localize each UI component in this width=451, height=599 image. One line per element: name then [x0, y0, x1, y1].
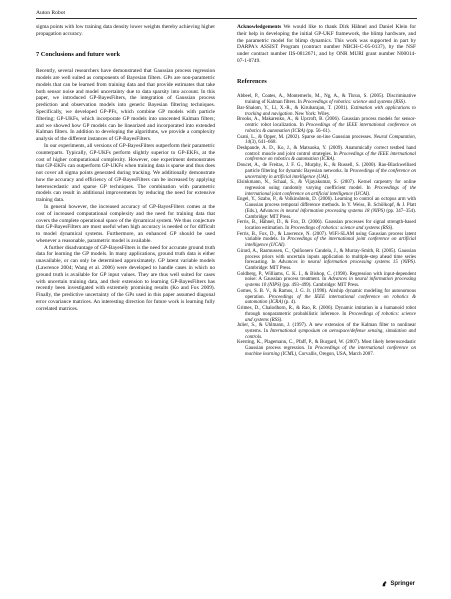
reference-source: International symposium on aerospace/defense sensing, simulation and controls	[245, 328, 416, 340]
reference-entry	[237, 117, 416, 134]
header-rule	[36, 18, 417, 19]
reference-entry	[237, 94, 416, 105]
reference-text: Bar-Shalom, Y., Li, X.-R., & Kirubarajan, T. (2001).	[237, 105, 351, 111]
reference-tail: .	[334, 157, 336, 163]
acknowledgements	[237, 24, 416, 65]
reference-tail: . New York: Wiley.	[292, 111, 331, 117]
reference-entry	[237, 340, 416, 357]
reference-source: Advances in neural information processing systems 18 (NIPS)	[259, 208, 385, 214]
reference-entry	[237, 163, 416, 180]
reference-entry	[237, 272, 416, 289]
reference-text: Grimes, D., Chalodhorn, R., & Rao, R. (2006). Dynamic imitation in a humanoid robot through nonparametric probabilistic inference. In	[237, 306, 416, 317]
publisher-name: Springer	[390, 580, 415, 587]
reference-tail: , Corvallis, Oregon, USA, March 2007.	[296, 351, 374, 357]
reference-text: Abbeel, P., Coates, A., Montemerlo, M., Ng, A., & Thrun, S. (2005). Discriminative training of Kalman filters. In	[237, 94, 416, 106]
reference-source: Proceedings of the IEEE international conference on robotics & automation (ICRA)	[245, 123, 417, 134]
reference-entry	[237, 232, 416, 249]
reference-tail: .	[369, 191, 371, 197]
reference-source: Proceedings of the conference on uncertainty in artificial intelligence (UAI)	[245, 168, 417, 180]
acknowledgements-heading: Acknowledgements	[237, 24, 282, 30]
reference-tail: (3), 641–668.	[249, 140, 277, 146]
reference-text: Goldberg, P., Williams, C. K. I., & Bishop, C. (1998). Regression with input-dependent noise: A Gaussian process treatment. In	[237, 271, 416, 283]
reference-entry	[237, 197, 416, 220]
reference-text: Girard, A., Rasmussen, C., Quiñonero Candela, J., & Murray-Smith, R. (2005). Gaussian process priors with uncertain inputs application to multiple-step ahead time series forecasting. In	[237, 248, 416, 266]
reference-entry	[237, 220, 416, 231]
body-paragraph: In our experiments, all versions of GP-BayesFilters outperform their parametric counterparts. Typically, GP-UKFs perform slightly superior to GP-EKFs, at the cost of higher computational complexity. However, one experiment demonstrates that GP-EKFs can outperform GP-UKFs when training data is sparse and thus does not cover all sigma points generated during tracking. We additionally demonstrate how the accuracy and efficiency of GP-BayesFilters can be increased by applying heteroscedastic and sparse GP techniques. The combination with parametric models can result in additional improvements by reducing the need for extensive training data.	[36, 142, 215, 204]
reference-entry	[237, 106, 416, 117]
reference-text: Kersting, K., Plagemann, C., Pfaff, P., & Burgard, W. (2007). Most likely heteroscedastic Gaussian process regression. In	[237, 340, 416, 352]
reference-entry	[237, 323, 416, 340]
reference-tail: .	[281, 317, 283, 323]
reference-source: Proceedings of the international joint conference on artificial intelligence (IJCAI)	[245, 237, 417, 249]
journal-name: Auton Robot	[36, 10, 66, 16]
reference-text: Ferris, B., Fox, D., & Lawrence, N. (2007). WiFi-SLAM using Gaussian process latent variable models. In	[237, 231, 416, 243]
springer-horse-icon	[381, 580, 388, 587]
reference-text: Deshpande, A. D., Ko, J., & Matsuoka, Y. (2009). Anatomically correct testbed hand control: muscle and joint control strategies. In	[237, 145, 416, 157]
reference-text: Engel, Y., Szabo, P., & Volkinshtein, D. (2006). Learning to control an octopus arm with Gaussian process temporal difference methods. In Y. Weiss, B. Schölkopf, & J. Platt (Eds.),	[237, 197, 416, 214]
reference-text: Julier, S., & Uhlmann, J. (1997). A new extension of the Kalman filter to nonlinear systems. In	[237, 323, 416, 334]
section-heading: 7 Conclusions and future work	[36, 50, 121, 58]
reference-source: Advances in neural information processing systems 10 (NIPS)	[245, 277, 416, 289]
reference-entry	[237, 306, 416, 323]
reference-source: Proceedings of the IEEE international conference on robotics & automation (ICRA)	[245, 294, 416, 306]
reference-tail: .	[392, 226, 394, 231]
reference-tail: .	[261, 334, 263, 340]
right-column	[237, 24, 416, 358]
body-paragraph: A further disadvantage of GP-BayesFilters is the need for accurate ground truth data for learning the GP models. In many applications, ground truth data is either unavailable, or can only be determined approximately. GP latent variable models (Lawrence 2004; Wang et al. 2006) were developed to handle cases in which no ground truth is available for GP input values. They are thus well suited for cases with uncertain training data, and their extension to learning GP-BayesFilters has recently been investigated with extremely promising results (Ko and Fox 2009). Finally, the predictive uncertainty of the GPs used in this paper assumed diagonal error covariance matrices. An interesting direction for future work is learning fully correlated matrices.	[36, 244, 215, 312]
body-paragraph: In general however, the increased accuracy of GP-BayesFilters comes at the cost of increased computational complexity and the need for training data that covers the complete operational space of the dynamical system. We thus conjecture that GP-BayesFilters are most useful when high accuracy is needed or for difficult to model dynamical systems. Furthermore, an enhanced GP should be used whenever a reasonable, parametric model is available.	[36, 203, 215, 244]
left-column	[36, 24, 215, 312]
reference-source: Neural Computation, 14	[245, 134, 416, 146]
reference-tail: (pp. 56–61).	[305, 128, 331, 134]
reference-source: Advances in neural information processing systems 15 (NIPS)	[278, 260, 415, 266]
reference-tail: (pp. 493–499). Cambridge: MIT Press.	[281, 283, 360, 289]
reference-text: Doucet, A., de Freitas, J. F. G., Murphy, K., & Russell, S. (2000). Rao-Blackwellised particle filtering for dynamic Bayesian networks. In	[237, 163, 416, 174]
reference-tail: (p. 4).	[283, 300, 297, 306]
reference-entry	[237, 135, 416, 146]
acknowledgements-text: We would like to thank Dirk Hähnel and Daniel Klein for their help in developing the initial GP-UKF framework, the blimp hardware, and the parametric model for blimp dynamics. This work was supported in part by DARPA's ASSIST Program (contract number NBCH-C-05-0137), by the NSF under contract number IIS-0812671, and by ONR MURI grant number N00014-07-1-0749.	[237, 24, 416, 64]
intro-paragraph: sigma points with low training data density lower weights thereby achieving higher propagation accuracy.	[36, 24, 215, 37]
references-heading: References	[237, 77, 267, 85]
reference-tail: .	[328, 174, 330, 180]
publisher-logo	[381, 580, 415, 587]
reference-text: Ferris, B., Hähnel, D., & Fox, D. (2006). Gaussian processes for signal strength-based location estimation. In	[237, 220, 416, 231]
reference-list	[237, 94, 416, 357]
reference-source: Proceedings of the international joint conference on artificial intelligence (IJCAI)	[245, 185, 416, 197]
reference-tail: .	[404, 100, 407, 106]
reference-entry	[237, 289, 416, 306]
reference-tail: .	[284, 243, 286, 249]
reference-tail: . Cambridge: MIT Press.	[245, 260, 416, 272]
reference-tail: (pp. 347–354). Cambridge: MIT Press.	[245, 208, 416, 220]
reference-source: Proceedings of the international conference on machine learning (ICML)	[245, 346, 416, 357]
reference-entry	[237, 146, 416, 163]
reference-text: Csató, L., & Opper, M. (2002). Sparse on-line Gaussian processes.	[237, 134, 374, 140]
reference-source: Proceedings of robotics: science and systems (RSS)	[245, 311, 416, 323]
reference-text: Brooks, A., Makarenko, A., & Upcroft, B. (2006). Gaussian process models for sensor-centric robot localization. In	[237, 117, 416, 129]
reference-entry	[237, 249, 416, 272]
body-paragraph: Recently, several researchers have demonstrated that Gaussian process regression models are well suited as components of Bayesian filters. GPs are non-parametric models that can be learned from training data and that provide estimates that take both sensor noise and model uncertainty due to data sparsity into account. In this paper, we introduced GP-BayesFilters, the integration of Gaussian process prediction and observation models into generic Bayesian filtering techniques. Specifically, we developed GP-PFs, which combine GP models with particle filtering; GP-UKFs, which incorporate GP models into unscented Kalman filters; and we showed how GP models can be linearized and incorporated into extended Kalman filters. In addition to developing the algorithms, we provide a complexity analysis of the different instances of GP-BayesFilters.	[36, 68, 215, 143]
reference-source: Estimation with applications to tracking and navigation	[245, 105, 416, 117]
reference-text: Gomes, S. B. V., & Ramos, J. G. Jr. (1998). Airship dynamic modeling for autonomous operation.	[237, 288, 416, 300]
reference-source: Proceedings of robotics: science and systems (RSS)	[303, 100, 405, 106]
reference-entry	[237, 180, 416, 197]
reference-text: Elsinkmann, N., Schaal, S., & Vijayakumar, S. (2007). Kernel carpentry for online regression using randomly varying coefficient model. In	[237, 180, 416, 191]
reference-source: Proceedings of the IEEE international conference on robotics & automation (ICRA)	[245, 151, 416, 163]
reference-source: Proceedings of robotics: science and systems (RSS)	[290, 226, 393, 231]
